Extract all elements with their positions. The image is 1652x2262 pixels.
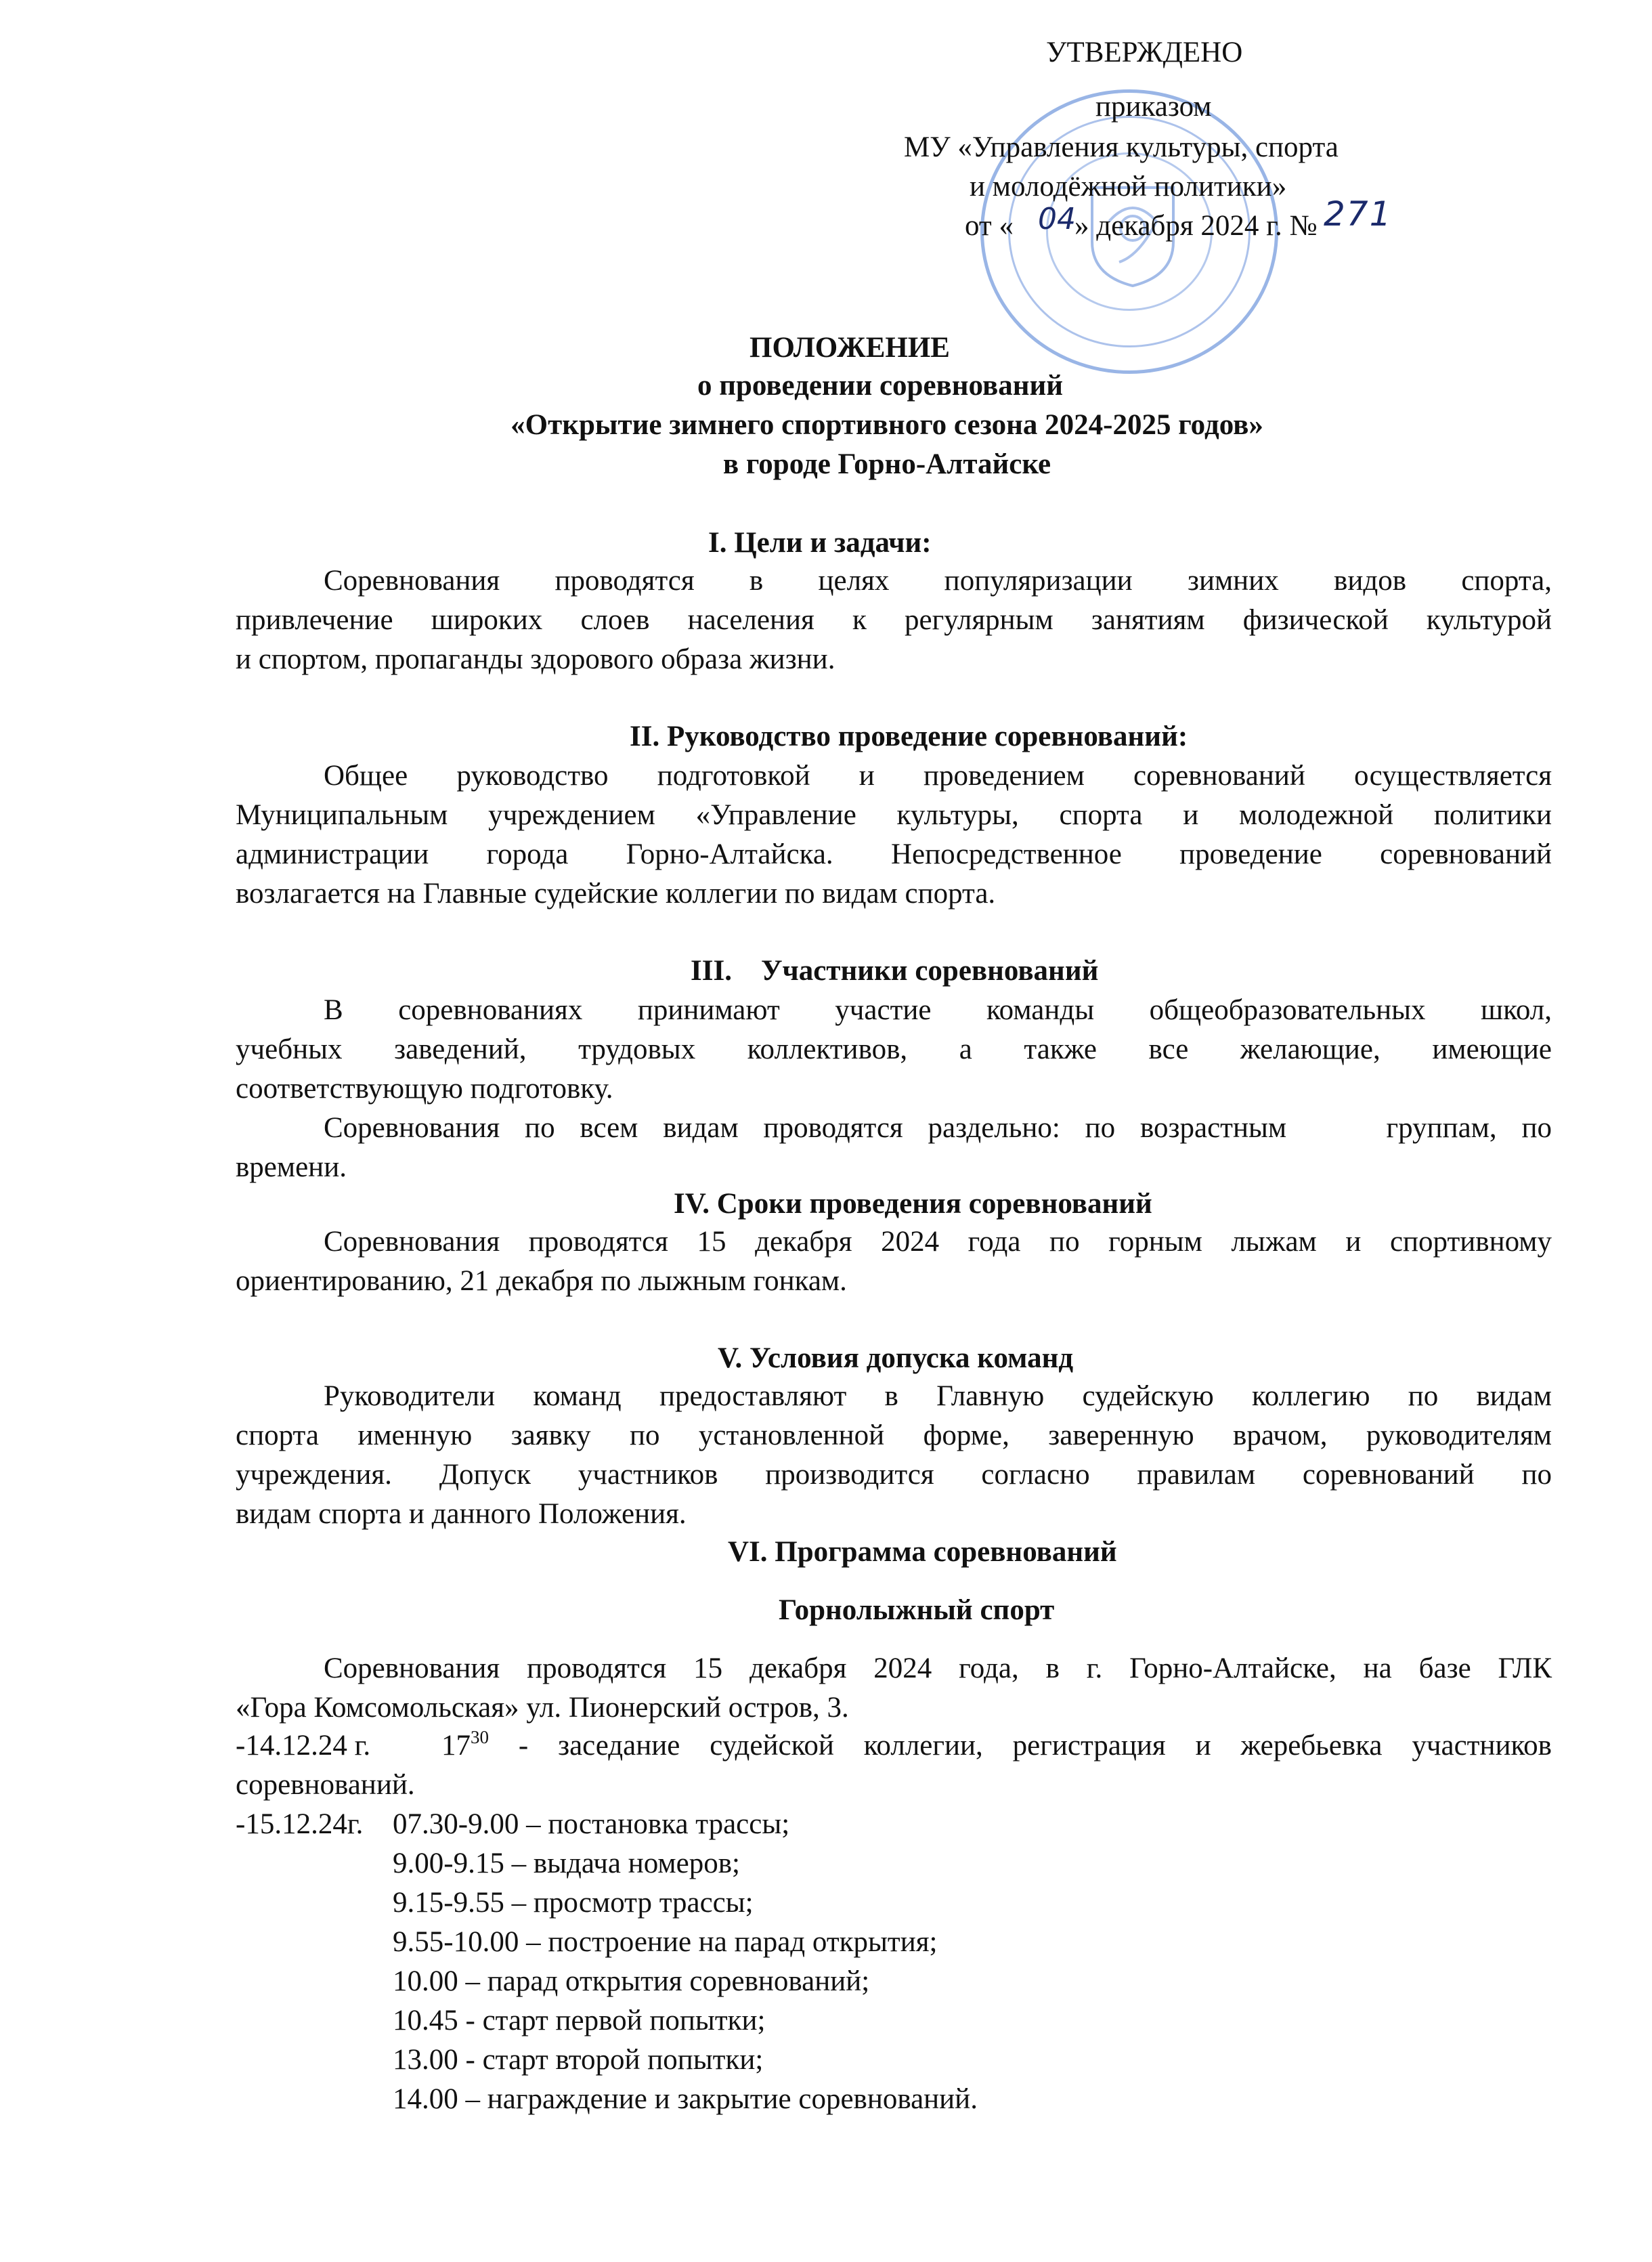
- section-1-line-2: привлечение широких слоев населения к регулярным занятиям физической культурой: [236, 604, 1552, 636]
- day1-time: 17: [441, 1730, 471, 1762]
- schedule-item: 9.55-10.00 – построение на парад открытия;: [393, 1926, 938, 1958]
- schedule-item: 14.00 – награждение и закрытие соревнований.: [393, 2083, 978, 2115]
- section-6-line-1: Соревнования проводятся 15 декабря 2024 года, в г. Горно-Алтайске, на базе ГЛК: [324, 1652, 1552, 1684]
- section-5-heading: V. Условия допуска команд: [718, 1342, 1074, 1374]
- section-1-heading: I. Цели и задачи:: [708, 527, 932, 559]
- section-2-line-2: Муниципальным учреждением «Управление культуры, спорта и молодежной политики: [236, 799, 1552, 831]
- schedule-item: 9.15-9.55 – просмотр трассы;: [393, 1887, 754, 1919]
- section-3-line-5: времени.: [236, 1151, 347, 1183]
- section-2-line-3: администрации города Горно-Алтайска. Непосредственное проведение соревнований: [236, 838, 1552, 870]
- section-3-heading: III. Участники соревнований: [691, 955, 1099, 987]
- section-3-line-3: соответствующую подготовку.: [236, 1073, 613, 1105]
- day1-text: - заседание судейской коллегии, регистрация и жеребьевка участников: [489, 1730, 1552, 1762]
- date-prefix: от «: [965, 210, 1014, 242]
- section-1-line-1: Соревнования проводятся в целях популяризации зимних видов спорта,: [324, 565, 1552, 597]
- section-5-line-4: видам спорта и данного Положения.: [236, 1498, 687, 1530]
- schedule-item: 07.30-9.00 – постановка трассы;: [393, 1808, 790, 1840]
- section-6-line-2: «Гора Комсомольская» ул. Пионерский остров, 3.: [236, 1692, 849, 1724]
- handwritten-number: 271: [1324, 194, 1393, 234]
- day1-line: [441, 1728, 1552, 1764]
- date-suffix: » декабря 2024 г. №: [1074, 210, 1318, 242]
- day1-continuation: соревнований.: [236, 1769, 415, 1801]
- section-1-line-3: и спортом, пропаганды здорового образа жизни.: [236, 643, 835, 675]
- section-3-line-2: учебных заведений, трудовых коллективов, а также все желающие, имеющие: [236, 1033, 1552, 1065]
- day1-date: -14.12.24 г.: [236, 1730, 371, 1762]
- schedule-item: 9.00-9.15 – выдача номеров;: [393, 1848, 740, 1879]
- org-line-1: МУ «Управления культуры, спорта: [904, 131, 1339, 163]
- section-4-heading: IV. Сроки проведения соревнований: [674, 1188, 1152, 1220]
- section-6-subheading: Горнолыжный спорт: [779, 1594, 1055, 1626]
- org-line-2: и молодёжной политики»: [970, 171, 1287, 202]
- day1-time-minutes: 30: [471, 1726, 489, 1747]
- document-title: ПОЛОЖЕНИЕ: [749, 332, 950, 364]
- section-2-heading: II. Руководство проведение соревнований:: [630, 721, 1188, 752]
- schedule-item: 10.45 - старт первой попытки;: [393, 2005, 766, 2036]
- section-5-line-2: спорта именную заявку по установленной форме, заверенную врачом, руководителям: [236, 1420, 1552, 1451]
- section-6-heading: VI. Программа соревнований: [728, 1536, 1117, 1568]
- title-line-4: в городе Горно-Алтайске: [722, 448, 1051, 480]
- schedule-item: 13.00 - старт второй попытки;: [393, 2044, 764, 2076]
- title-line-3: «Открытие зимнего спортивного сезона 2024-2025 годов»: [510, 409, 1263, 441]
- order-date-line: [965, 194, 1393, 244]
- section-4-line-2: ориентированию, 21 декабря по лыжным гонкам.: [236, 1265, 847, 1297]
- approved-label: УТВЕРЖДЕНО: [1046, 37, 1243, 68]
- section-2-line-4: возлагается на Главные судейские коллегии по видам спорта.: [236, 878, 996, 910]
- section-3-line-4: Соревнования по всем видам проводятся раздельно: по возрастным группам, по: [324, 1112, 1552, 1144]
- schedule-item: 10.00 – парад открытия соревнований;: [393, 1965, 870, 1997]
- title-line-2: о проведении соревнований: [697, 370, 1064, 402]
- section-3-line-1: В соревнованиях принимают участие команды общеобразовательных школ,: [324, 994, 1552, 1026]
- day2-date: -15.12.24г.: [236, 1808, 364, 1840]
- section-5-line-3: учреждения. Допуск участников производится согласно правилам соревнований по: [236, 1459, 1552, 1491]
- handwritten-day: 04: [1038, 202, 1076, 236]
- order-label: приказом: [1095, 91, 1212, 123]
- section-2-line-1: Общее руководство подготовкой и проведением соревнований осуществляется: [324, 760, 1552, 792]
- section-4-line-1: Соревнования проводятся 15 декабря 2024 года по горным лыжам и спортивному: [324, 1226, 1552, 1258]
- section-5-line-1: Руководители команд предоставляют в Главную судейскую коллегию по видам: [324, 1380, 1552, 1412]
